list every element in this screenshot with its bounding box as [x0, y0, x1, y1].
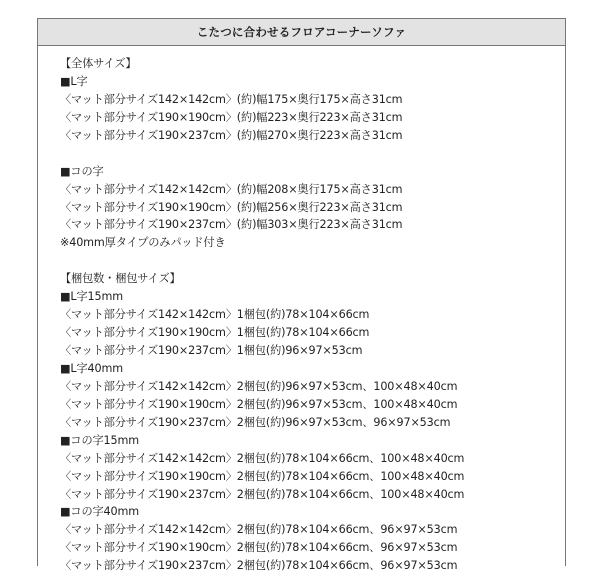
- spec-table: [37, 18, 566, 573]
- table-title: こたつに合わせるフロアコーナーソファ: [196, 25, 407, 39]
- package-row: 〈マット部分サイズ190×190cm〉2梱包(約)78×104×66cm、100×48×40cm: [60, 469, 465, 483]
- package-row: 〈マット部分サイズ190×237cm〉2梱包(約)78×104×66cm、100×48×40cm: [60, 487, 465, 501]
- size-row: 〈マット部分サイズ190×237cm〉(約)幅303×奥行223×高さ31cm: [60, 218, 403, 232]
- table-header: [38, 19, 565, 46]
- subsection-label-l-40mm: ■L字40mm: [60, 361, 123, 375]
- package-row: 〈マット部分サイズ142×142cm〉2梱包(約)96×97×53cm、100×48×40cm: [60, 379, 458, 393]
- package-row: 〈マット部分サイズ142×142cm〉2梱包(約)78×104×66cm、96×97×53cm: [60, 523, 458, 537]
- spacer: [60, 252, 565, 270]
- package-row: 〈マット部分サイズ142×142cm〉1梱包(約)78×104×66cm: [60, 308, 370, 322]
- subsection-label-u-40mm: ■コの字40mm: [60, 505, 139, 519]
- size-row: 〈マット部分サイズ190×237cm〉(約)幅270×奥行223×高さ31cm: [60, 128, 403, 142]
- package-row: 〈マット部分サイズ190×237cm〉2梱包(約)96×97×53cm、96×97×53cm: [60, 415, 451, 429]
- size-row: 〈マット部分サイズ142×142cm〉(約)幅175×奥行175×高さ31cm: [60, 92, 403, 106]
- section-heading-packaging: 【梱包数・梱包サイズ】: [60, 272, 181, 286]
- package-row: 〈マット部分サイズ190×190cm〉2梱包(約)78×104×66cm、96×97×53cm: [60, 541, 458, 555]
- subsection-label-u-15mm: ■コの字15mm: [60, 433, 139, 447]
- subsection-label-u-shape: ■コの字: [60, 164, 104, 178]
- subsection-label-l-shape: ■L字: [60, 74, 88, 88]
- spec-content: [38, 46, 565, 575]
- package-row: 〈マット部分サイズ142×142cm〉2梱包(約)78×104×66cm、100×48×40cm: [60, 451, 465, 465]
- size-row: 〈マット部分サイズ190×190cm〉(約)幅223×奥行223×高さ31cm: [60, 110, 403, 124]
- pad-note: ※40mm厚タイプのみパッド付き: [60, 236, 226, 250]
- subsection-label-l-15mm: ■L字15mm: [60, 290, 123, 304]
- package-row: 〈マット部分サイズ190×237cm〉2梱包(約)78×104×66cm、96×97×53cm: [60, 559, 458, 573]
- package-row: 〈マット部分サイズ190×190cm〉2梱包(約)96×97×53cm、100×48×40cm: [60, 397, 458, 411]
- size-row: 〈マット部分サイズ190×190cm〉(約)幅256×奥行223×高さ31cm: [60, 200, 403, 214]
- package-row: 〈マット部分サイズ190×190cm〉1梱包(約)78×104×66cm: [60, 326, 370, 340]
- package-row: 〈マット部分サイズ190×237cm〉1梱包(約)96×97×53cm: [60, 344, 363, 357]
- section-heading-overall-size: 【全体サイズ】: [60, 57, 137, 70]
- spacer: [60, 145, 565, 163]
- size-row: 〈マット部分サイズ142×142cm〉(約)幅208×奥行175×高さ31cm: [60, 182, 403, 196]
